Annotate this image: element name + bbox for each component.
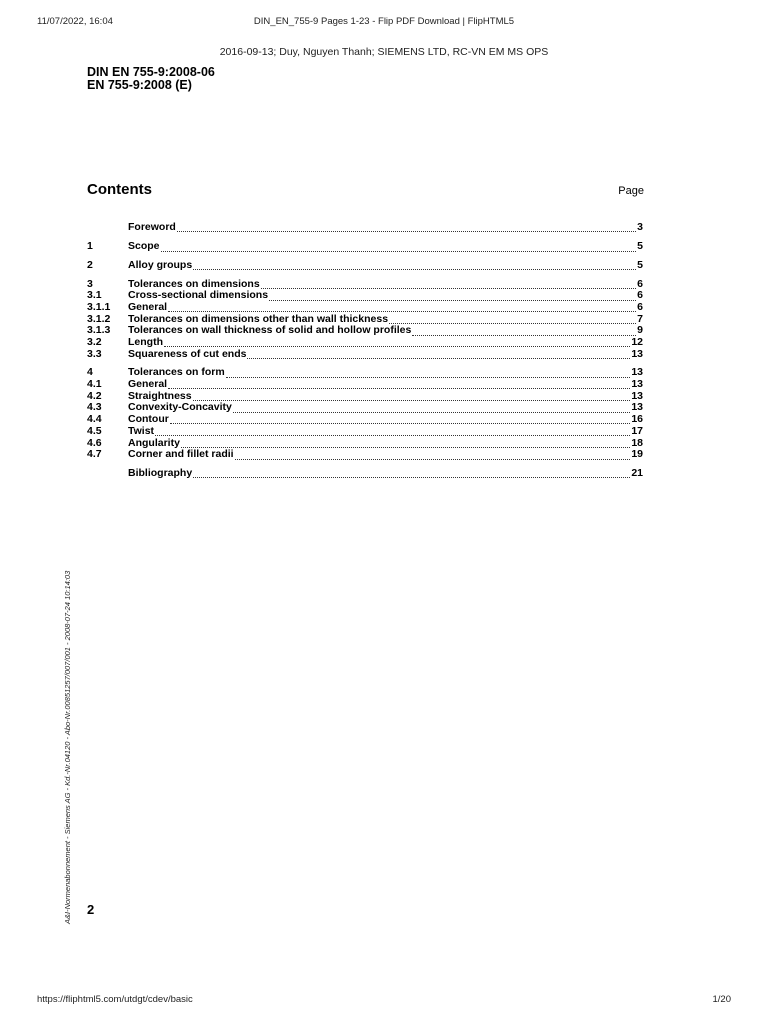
toc-leader [261, 280, 636, 289]
toc-page: 16 [631, 413, 643, 426]
toc-number: 3.1.3 [87, 324, 111, 337]
toc-entry[interactable] [87, 349, 643, 361]
toc-page: 17 [631, 424, 643, 437]
toc-page: 6 [637, 300, 643, 313]
toc-leader [269, 292, 636, 301]
toc-page: 6 [637, 289, 643, 302]
toc-title: Angularity [128, 436, 180, 449]
toc-number: 2 [87, 258, 93, 271]
toc-title: General [128, 378, 168, 391]
toc-number: 4.6 [87, 436, 102, 449]
toc-page: 5 [637, 240, 643, 253]
document-page-number: 2 [87, 902, 95, 917]
toc-page: 13 [631, 378, 643, 391]
toc-entry[interactable] [87, 241, 643, 253]
toc-number: 4.5 [87, 424, 102, 437]
toc-leader [155, 427, 630, 436]
toc-leader [412, 327, 636, 336]
toc-page: 13 [631, 401, 643, 414]
toc-page: 7 [637, 312, 643, 325]
toc-entry[interactable] [87, 468, 643, 480]
toc-title: Length [128, 336, 163, 348]
toc-title: Convexity-Concavity [128, 401, 232, 414]
toc-entry[interactable] [87, 325, 643, 337]
toc-leader [181, 439, 630, 448]
toc-page: 3 [637, 221, 643, 233]
print-page-title: DIN_EN_755-9 Pages 1-23 - Flip PDF Download | FlipHTML5 [253, 16, 515, 27]
toc-page: 5 [637, 258, 643, 271]
toc-title: Tolerances on dimensions [128, 277, 260, 290]
toc-leader [193, 469, 630, 478]
toc-leader [164, 338, 630, 347]
toc-entry[interactable] [87, 426, 643, 438]
toc-title: Squareness of cut ends [128, 347, 247, 360]
license-watermark: 2016-09-13; Duy, Nguyen Thanh; SIEMENS LTD, RC-VN EM MS OPS [219, 46, 549, 58]
toc-number: 4.4 [87, 413, 102, 426]
toc-page: 21 [631, 466, 643, 479]
license-side-text: A&I-Normenabonnement - Siemens AG - Kd.-Nr.04120 - Abo-Nr.00851257/007/001 - 2008-07-24 10:14:03 [63, 570, 72, 924]
toc-title: Alloy groups [128, 258, 193, 271]
toc-number: 3.1.2 [87, 312, 111, 325]
toc-page: 13 [631, 366, 643, 379]
toc-leader [168, 303, 636, 312]
print-footer [37, 994, 731, 1008]
toc-title: Foreword [128, 221, 176, 233]
toc-entry[interactable] [87, 222, 643, 234]
toc-leader [233, 404, 630, 413]
toc-page: 13 [631, 389, 643, 402]
toc-title: Twist [128, 424, 155, 437]
toc-page: 9 [637, 324, 643, 337]
toc-number: 1 [87, 240, 93, 253]
toc-entry[interactable] [87, 337, 643, 349]
toc-entry[interactable] [87, 260, 643, 272]
toc-title: Contour [128, 413, 169, 426]
toc-leader [170, 415, 630, 424]
document-identifier [87, 66, 215, 92]
toc-entry[interactable] [87, 302, 643, 314]
toc-title: Tolerances on wall thickness of solid and hollow profiles [128, 324, 412, 337]
toc-title: Scope [128, 240, 160, 253]
toc-leader [161, 243, 637, 252]
print-header [37, 16, 731, 30]
toc-number: 3.2 [87, 336, 102, 348]
toc-number: 3.1.1 [87, 300, 111, 313]
toc-leader [235, 451, 631, 460]
toc-entry[interactable] [87, 290, 643, 302]
table-of-contents [87, 222, 643, 480]
toc-page: 19 [631, 448, 643, 461]
toc-page: 18 [631, 436, 643, 449]
contents-heading: Contents [87, 181, 152, 198]
doc-id-line-1: DIN EN 755-9:2008-06 [87, 65, 215, 79]
print-page-count: 1/20 [712, 994, 731, 1005]
toc-page: 13 [631, 347, 643, 360]
toc-title: Tolerances on dimensions other than wall thickness [128, 312, 389, 325]
toc-title: Tolerances on form [128, 366, 225, 379]
toc-page: 12 [631, 336, 643, 348]
toc-entry[interactable] [87, 449, 643, 461]
doc-id-line-2: EN 755-9:2008 (E) [87, 78, 192, 92]
toc-number: 4.3 [87, 401, 102, 414]
toc-leader [389, 315, 636, 324]
toc-title: Bibliography [128, 466, 193, 479]
toc-leader [193, 392, 631, 401]
toc-leader [247, 350, 630, 359]
toc-entry[interactable] [87, 402, 643, 414]
toc-page: 6 [637, 277, 643, 290]
toc-title: Straightness [128, 389, 192, 402]
toc-leader [226, 369, 631, 378]
page-column-label: Page [618, 185, 644, 197]
toc-number: 4.1 [87, 378, 102, 391]
toc-number: 4.2 [87, 389, 102, 402]
print-url: https://fliphtml5.com/utdgt/cdev/basic [37, 994, 193, 1005]
toc-number: 3.1 [87, 289, 102, 302]
toc-number: 3 [87, 277, 93, 290]
toc-title: General [128, 300, 168, 313]
toc-number: 4 [87, 366, 93, 379]
toc-number: 4.7 [87, 448, 102, 461]
toc-leader [168, 380, 630, 389]
toc-entry[interactable] [87, 414, 643, 426]
toc-leader [193, 261, 636, 270]
toc-number: 3.3 [87, 347, 102, 360]
toc-title: Corner and fillet radii [128, 448, 234, 461]
toc-leader [177, 223, 636, 232]
toc-title: Cross-sectional dimensions [128, 289, 269, 302]
print-datetime: 11/07/2022, 16:04 [37, 16, 113, 27]
toc-entry[interactable] [87, 367, 643, 379]
toc-entry[interactable] [87, 379, 643, 391]
